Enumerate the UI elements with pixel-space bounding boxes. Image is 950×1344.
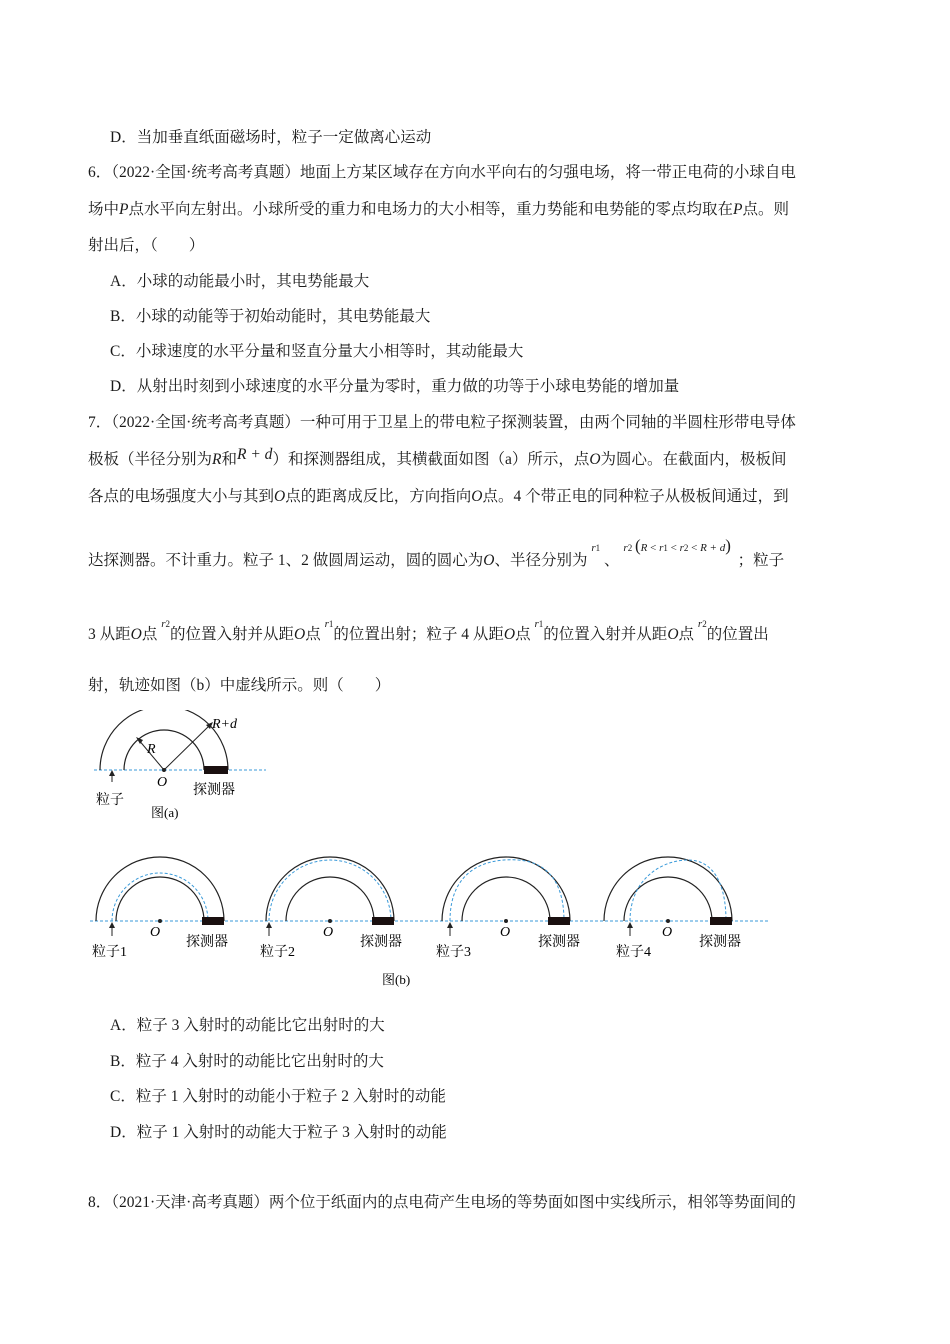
q8-line1: 8．（2021·天津·高考真题）两个位于纸面内的点电荷产生电场的等势面如图中实线所示，相邻等势面间的 (88, 1194, 796, 1211)
q7-line1: 7．（2022·全国·统考高考真题）一种可用于卫星上的带电粒子探测装置，由两个同轴的半圆柱形带电导体 (88, 414, 796, 431)
q7-option-d: D．粒子 1 入射时的动能大于粒子 3 入射时的动能 (110, 1124, 447, 1141)
q7-line5: 3 从距O点 $^{r2}$的位置入射并从距O点 $^{r1}$的位置出射；粒子 4 从距O点 $^{r1}$的位置入射并从距O点 $^{r2}$的位置出 (88, 618, 769, 643)
q5-option-d: D．当加垂直纸面磁场时，粒子一定做离心运动 (110, 129, 432, 146)
q7-line3: 各点的电场强度大小与其到O点的距离成反比，方向指向O点。4 个带正电的同种粒子从极板间通过，到 (88, 488, 789, 505)
label-detector: 探测器 (193, 783, 235, 798)
label-o: O (157, 775, 168, 790)
q6-line1: 6．（2022·全国·统考高考真题）地面上方某区域存在方向水平向右的匀强电场，将一带正电荷的小球自电 (88, 164, 796, 181)
panel-particle-1 (92, 857, 228, 960)
caption-figure-a: 图(a) (151, 805, 179, 820)
q7-line4: 达探测器。不计重力。粒子 1、2 做圆周运动，圆的圆心为O、半径分别为 $^{r1}$ 、 $^{r2 (R < r1 < r2 < R + d)}$ ；粒子 (88, 536, 785, 569)
label-particle-3: 粒子3 (436, 945, 471, 960)
q7-line2: 极板（半径分别为R和R + d）和探测器组成，其横截面如图（a）所示，点O为圆心。在截面内，极板间 (88, 446, 787, 468)
svg-text:探测器: 探测器 (360, 935, 402, 950)
q6-line3: 射出后，（ ） (88, 237, 205, 254)
q7-option-a: A．粒子 3 入射时的动能比它出射时的大 (110, 1017, 385, 1034)
q7-option-b: B．粒子 4 入射时的动能比它出射时的大 (110, 1053, 384, 1070)
figure-b (88, 838, 768, 998)
q6-option-d: D．从射出时刻到小球速度的水平分量为零时，重力做的功等于小球电势能的增加量 (110, 378, 680, 395)
q7-option-c: C．粒子 1 入射时的动能小于粒子 2 入射时的动能 (110, 1088, 446, 1105)
label-particle: 粒子 (96, 793, 124, 808)
r1-formula: r1 (324, 618, 334, 630)
svg-text:O: O (150, 925, 161, 940)
q7-number: 7． (88, 414, 112, 431)
svg-text:探测器: 探测器 (538, 935, 580, 950)
r2-formula: r2 (161, 618, 171, 630)
panel-particle-4 (604, 857, 741, 960)
label-particle-1: 粒子1 (92, 945, 127, 960)
q7-source: （2022·全国·统考高考真题） (111, 414, 300, 431)
q8-source: （2021·天津·高考真题） (111, 1194, 269, 1211)
svg-text:探测器: 探测器 (699, 935, 741, 950)
svg-text:探测器: 探测器 (186, 935, 228, 950)
label-r: R (147, 742, 156, 757)
caption-figure-b: 图(b) (382, 972, 411, 987)
svg-text:O: O (500, 925, 511, 940)
label-particle-4: 粒子4 (616, 945, 651, 960)
q6-option-c: C．小球速度的水平分量和竖直分量大小相等时，其动能最大 (110, 343, 524, 360)
q8-number: 8． (88, 1194, 112, 1211)
panel-particle-3 (436, 857, 580, 960)
label-particle-2: 粒子2 (260, 945, 295, 960)
r2-formula: r2 (697, 618, 707, 630)
q6-source: （2022·全国·统考高考真题） (111, 164, 300, 181)
q6-option-b: B．小球的动能等于初始动能时，其电势能最大 (110, 308, 431, 325)
inequality-formula: r2 (R < r1 < r2 < R + d) (623, 536, 731, 555)
r1-formula: r1 (534, 618, 544, 630)
q6-option-a: A．小球的动能最小时，其电势能最大 (110, 273, 370, 290)
q6-number: 6． (88, 164, 112, 181)
q6-line2: 场中P点水平向左射出。小球所受的重力和电场力的大小相等，重力势能和电势能的零点均取在P点。则 (88, 201, 789, 218)
q7-line6: 射，轨迹如图（b）中虚线所示。则（ ） (88, 677, 391, 694)
r1-formula: r1 (591, 542, 601, 554)
svg-text:O: O (662, 925, 673, 940)
figure-a (90, 710, 270, 825)
r-plus-d-formula: R + d (237, 446, 273, 463)
label-r-plus-d: R+d (212, 717, 237, 732)
panel-particle-2 (260, 857, 402, 960)
svg-text:O: O (323, 925, 334, 940)
